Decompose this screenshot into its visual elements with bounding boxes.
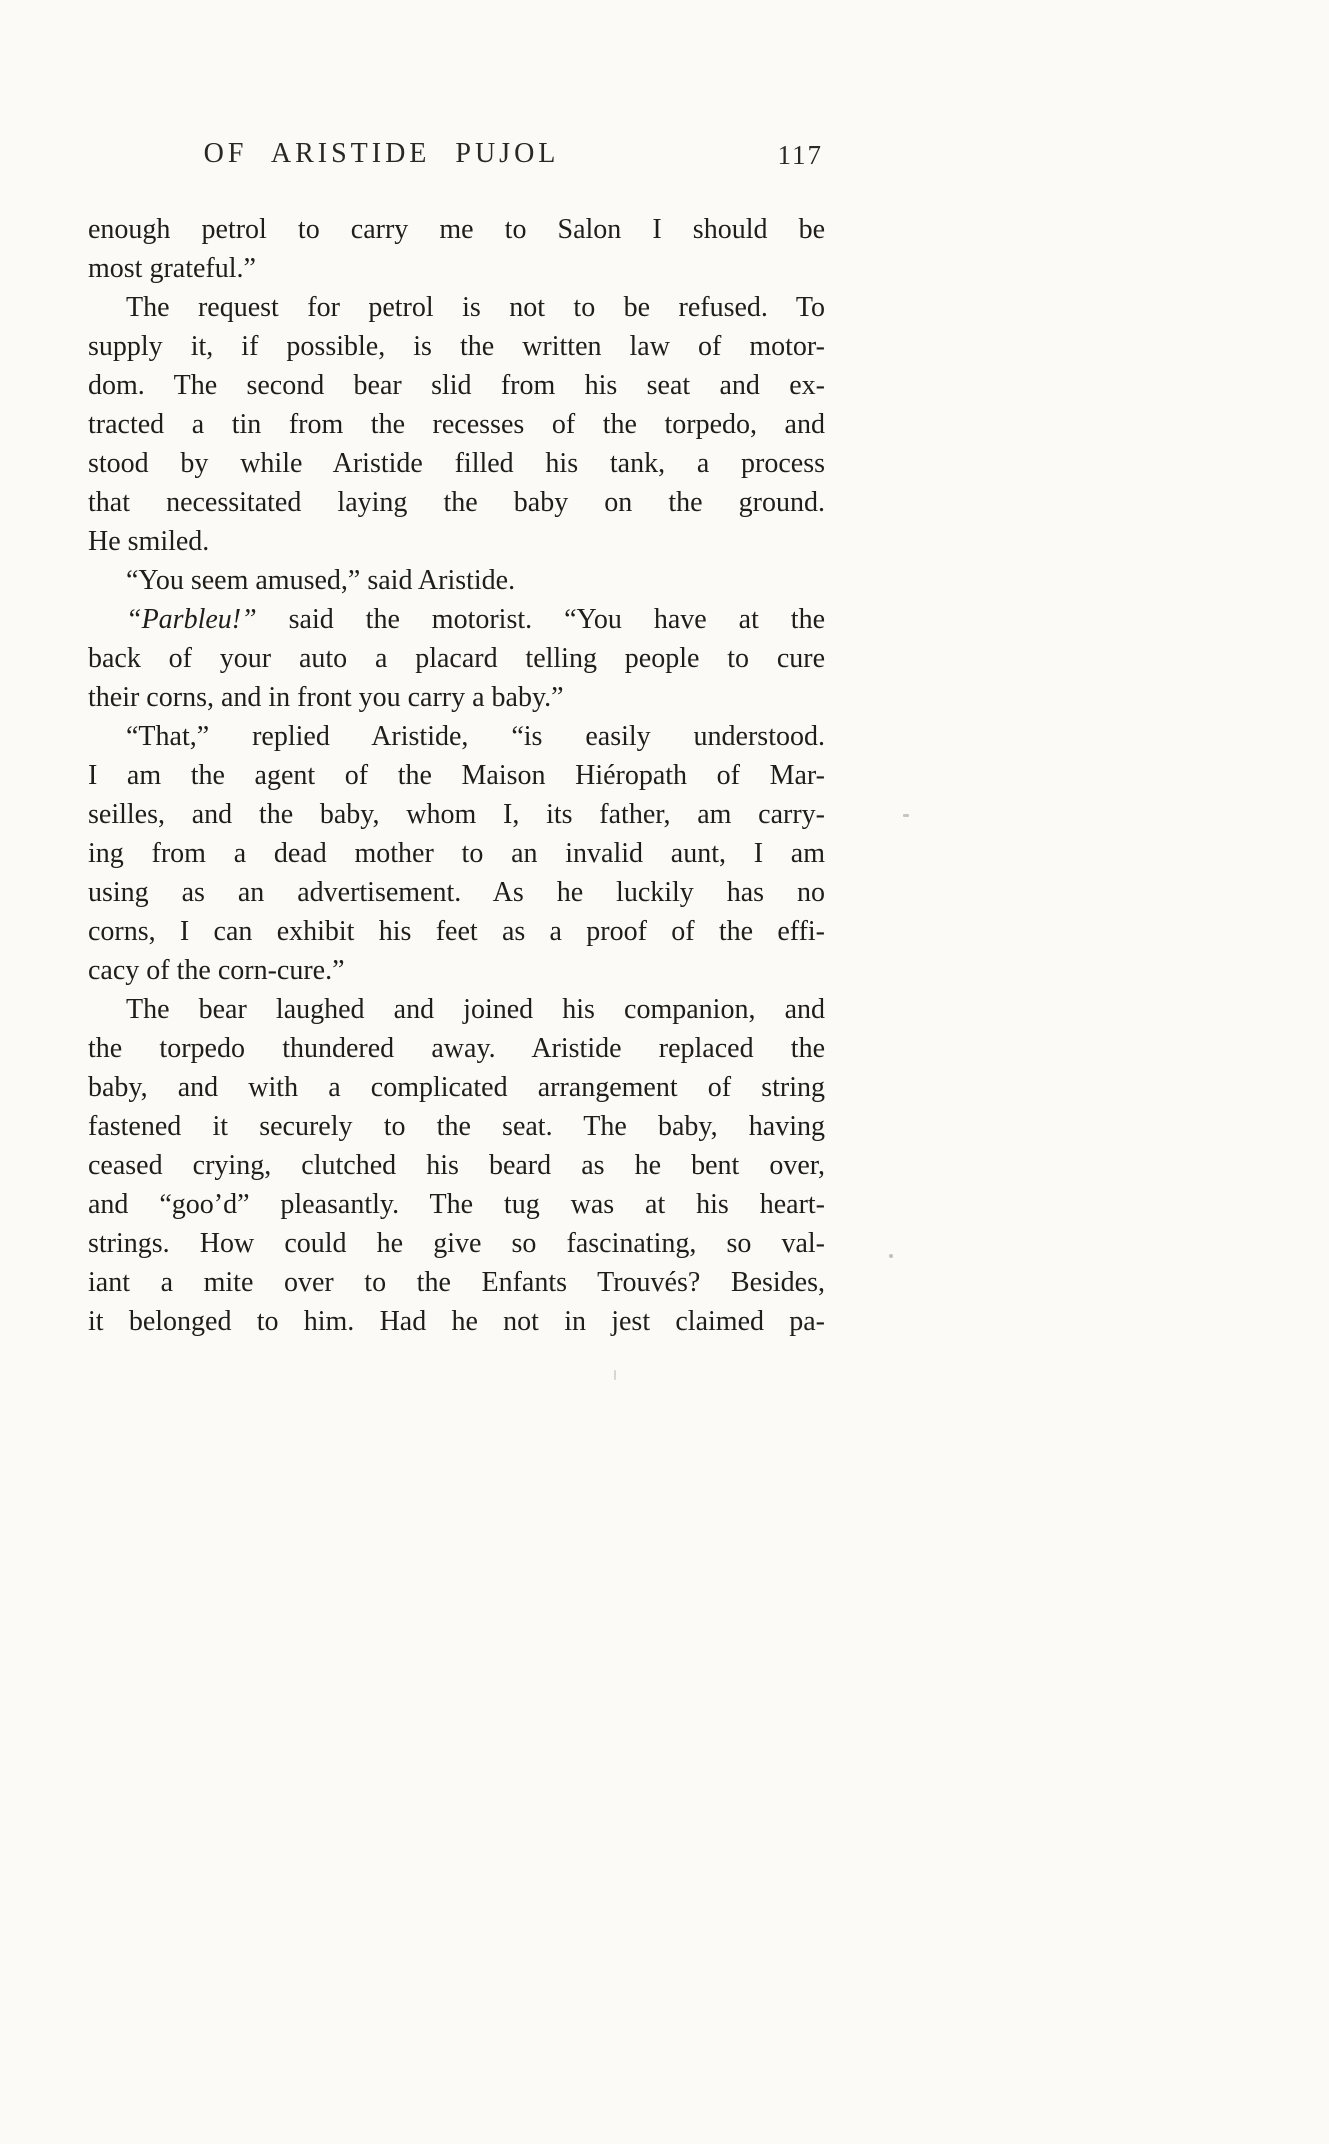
text-line <box>88 1068 825 1107</box>
text-segment: I am the agent of the Maison Hiéropath of Mar- <box>88 760 825 791</box>
text-line <box>88 834 825 873</box>
text-line <box>88 444 825 483</box>
text-segment: it belonged to him. Had he not in jest claimed pa- <box>88 1306 825 1337</box>
text-segment: corns, I can exhibit his feet as a proof of the effi- <box>88 916 825 947</box>
text-line <box>88 873 825 912</box>
text-line <box>88 405 825 444</box>
text-segment: using as an advertisement. As he luckily has no <box>88 877 825 908</box>
content-column <box>88 138 825 1341</box>
page-number: 117 <box>777 140 823 170</box>
text-line <box>88 951 825 990</box>
text-line <box>88 600 825 639</box>
text-segment: ceased crying, clutched his beard as he bent over, <box>88 1150 825 1181</box>
text-line <box>88 210 825 249</box>
text-line <box>88 249 825 288</box>
running-header <box>88 138 825 196</box>
text-segment: tracted a tin from the recesses of the torpedo, and <box>88 409 825 440</box>
text-line <box>88 1263 825 1302</box>
text-line <box>88 483 825 522</box>
text-segment: The request for petrol is not to be refused. To <box>126 292 825 323</box>
text-segment: The bear laughed and joined his companion, and <box>126 994 825 1025</box>
text-line <box>88 327 825 366</box>
text-line <box>88 288 825 327</box>
text-line <box>88 639 825 678</box>
text-segment: baby, and with a complicated arrangement of string <box>88 1072 825 1103</box>
text-line <box>88 1146 825 1185</box>
text-segment: supply it, if possible, is the written law of motor- <box>88 331 825 362</box>
text-line <box>88 795 825 834</box>
scan-speck <box>889 1254 893 1258</box>
text-line <box>88 756 825 795</box>
text-line <box>88 1107 825 1146</box>
text-segment: said the motorist. “You have at the <box>256 604 825 635</box>
text-segment: seilles, and the baby, whom I, its father, am carry- <box>88 799 825 830</box>
body-text <box>88 210 825 1341</box>
text-segment: that necessitated laying the baby on the ground. <box>88 487 825 518</box>
text-segment: stood by while Aristide filled his tank, a process <box>88 448 825 479</box>
text-segment: most grateful.” <box>88 253 256 284</box>
text-line <box>88 717 825 756</box>
text-segment: “That,” replied Aristide, “is easily understood. <box>126 721 825 752</box>
text-segment: He smiled. <box>88 526 210 557</box>
text-line <box>88 990 825 1029</box>
text-line <box>88 522 825 561</box>
running-title: OF ARISTIDE PUJOL <box>203 138 560 169</box>
text-segment: dom. The second bear slid from his seat and ex- <box>88 370 825 401</box>
text-segment: enough petrol to carry me to Salon I should be <box>88 214 825 245</box>
text-line <box>88 678 825 717</box>
text-segment: strings. How could he give so fascinating, so val- <box>88 1228 825 1259</box>
text-segment: back of your auto a placard telling people to cure <box>88 643 825 674</box>
text-line <box>88 1224 825 1263</box>
text-segment: ing from a dead mother to an invalid aunt, I am <box>88 838 825 869</box>
text-line <box>88 366 825 405</box>
text-segment: iant a mite over to the Enfants Trouvés? Besides, <box>88 1267 825 1298</box>
text-segment: “You seem amused,” said Aristide. <box>126 565 516 596</box>
scan-speck <box>903 814 909 817</box>
text-line <box>88 912 825 951</box>
text-segment: fastened it securely to the seat. The baby, having <box>88 1111 825 1142</box>
text-segment: cacy of the corn-cure.” <box>88 955 345 986</box>
text-line <box>88 1185 825 1224</box>
scan-speck <box>614 1370 616 1380</box>
text-line <box>88 561 825 600</box>
text-segment: the torpedo thundered away. Aristide replaced the <box>88 1033 825 1064</box>
text-line <box>88 1302 825 1341</box>
italic-text-segment: “Parbleu!” <box>126 604 257 635</box>
text-segment: their corns, and in front you carry a baby.” <box>88 682 564 713</box>
text-line <box>88 1029 825 1068</box>
text-segment: and “goo’d” pleasantly. The tug was at his heart- <box>88 1189 825 1220</box>
